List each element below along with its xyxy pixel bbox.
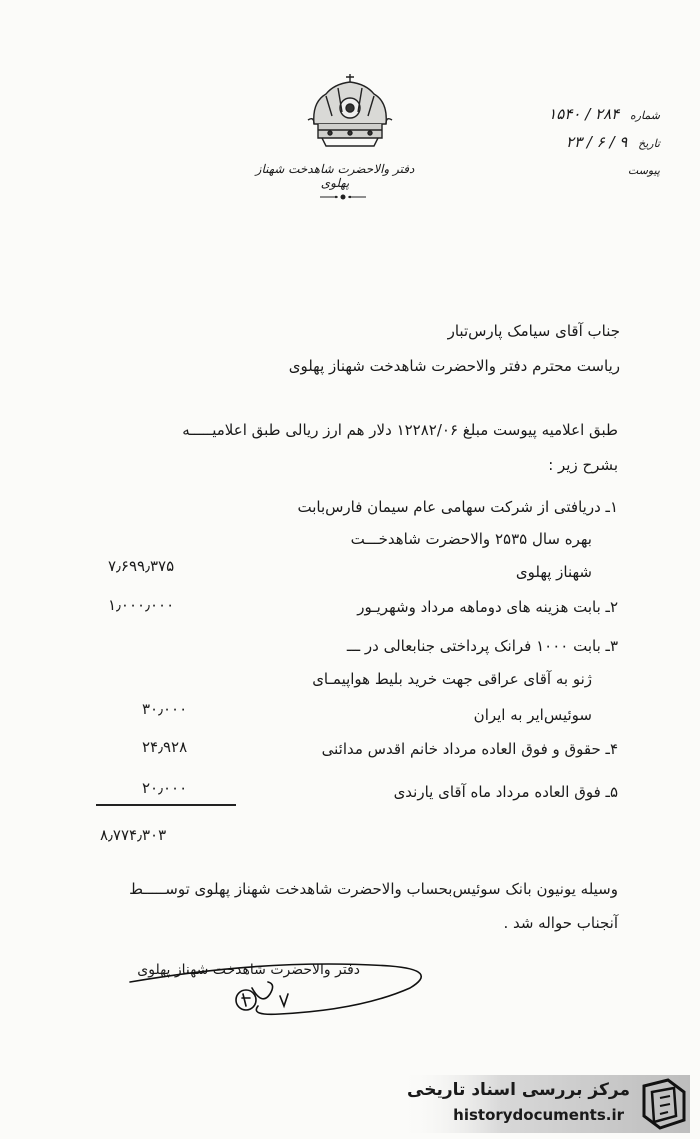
item-5-amount: ۲۰٫۰۰۰ <box>142 779 188 797</box>
attachment-label: پیوست <box>627 164 660 177</box>
item-1-amount: ۷٫۶۹۹٫۳۷۵ <box>108 557 175 575</box>
item-1-line-3: شهناز پهلوی <box>515 563 592 581</box>
intro-line-1: طبق اعلامیه پیوست مبلغ ۱۲۲۸۲/۰۶ دلار هم ارز ریالی طبق اعلامیـــــه <box>182 421 618 439</box>
item-2-amount: ۱٫۰۰۰٫۰۰۰ <box>108 596 175 614</box>
sender-line: دفتر والاحضرت شاهدخت شهناز پهلوی <box>137 962 360 978</box>
letter-date <box>510 133 660 151</box>
closing-line-1: وسیله یونیون بانک سوئیس‌بحساب والاحضرت شاهدخت شهناز پهلوی توســـــط <box>129 880 618 898</box>
item-1-line-1: ۱ـ دریافتی از شرکت سهامی عام سیمان فارس‌بابت <box>297 498 618 516</box>
item-3-line-1: ۳ـ بابت ۱۰۰۰ فرانک پرداختی جنابعالی در ـــ <box>346 637 618 655</box>
document-center-logo-icon <box>638 1076 690 1132</box>
ornament-divider-icon <box>318 192 368 202</box>
item-4-line-1: ۴ـ حقوق و فوق العاده مرداد خانم اقدس مدائنی <box>321 740 618 758</box>
footer-org-name: مرکز بررسی اسناد تاریخی <box>407 1080 630 1100</box>
letterhead-office-line: دفتر والاحضرت شاهدخت شهناز پهلوی <box>255 162 415 190</box>
letter-attachment <box>510 160 660 178</box>
date-label: تاریخ <box>638 137 660 150</box>
item-3-amount: ۳۰٫۰۰۰ <box>142 700 188 718</box>
item-4-amount: ۲۴٫۹۲۸ <box>142 738 188 756</box>
addressee-line-1: جناب آقای سیامک پارس‌تبار <box>447 322 620 340</box>
pahlavi-crown-icon <box>304 72 396 154</box>
number-value: ۱۵۴۰ / ۲۸۴ <box>548 105 620 123</box>
intro-line-2: بشرح زیر : <box>548 456 618 474</box>
total-divider <box>96 804 236 806</box>
footer-url[interactable]: historydocuments.ir <box>453 1106 624 1124</box>
addressee-line-2: ریاست محترم دفتر والاحضرت شاهدخت شهناز پهلوی <box>288 357 620 375</box>
letter-number <box>510 105 660 123</box>
total-amount: ۸٫۷۷۴٫۳۰۳ <box>100 826 167 844</box>
item-3-line-3: سوئیس‌ایر به ایران <box>473 706 592 724</box>
number-label: شماره <box>629 109 660 122</box>
date-value: ۲۳ / ۶ / ۹ <box>565 133 628 151</box>
handwritten-signature-icon <box>90 948 440 1038</box>
item-1-line-2: بهره سال ۲۵۳۵ والاحضرت شاهدخـــت <box>350 530 592 548</box>
item-2-line-1: ۲ـ بابت هزینه های دوماهه مرداد وشهریـور <box>357 598 618 616</box>
item-5-line-1: ۵ـ فوق العاده مرداد ماه آقای یارندی <box>393 783 618 801</box>
item-3-line-2: ژنو به آقای عراقی جهت خرید بلیط هواپیمـای <box>312 670 592 688</box>
closing-line-2: آنجناب حواله شد . <box>503 914 618 932</box>
